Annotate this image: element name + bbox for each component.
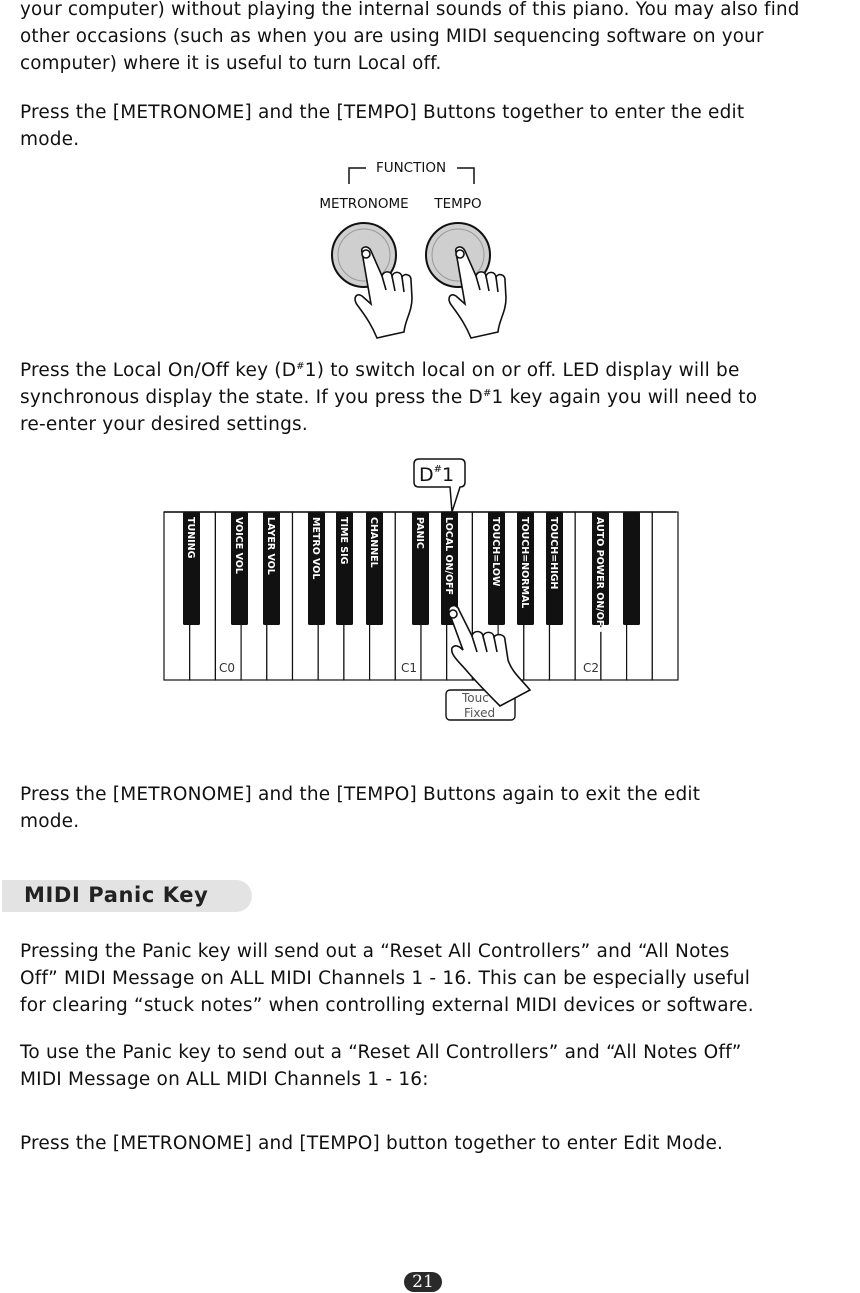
panic-description-line-2: Off” MIDI Message on ALL MIDI Channels 1 - 16. This can be especially useful — [20, 968, 751, 989]
octave-label-c0: C0 — [219, 661, 236, 675]
section-heading-bar — [2, 880, 252, 912]
function-key-2[interactable] — [231, 512, 248, 625]
panic-usage — [20, 1039, 850, 1093]
d-sharp-1-callout — [414, 459, 465, 512]
function-key-label: AUTO POWER ON/OFF — [594, 517, 605, 633]
function-key-11[interactable] — [546, 512, 563, 625]
white-key[interactable] — [652, 512, 678, 680]
step-local-line-3: re-enter your desired settings. — [20, 414, 308, 435]
panic-usage-line-2: MIDI Message on ALL MIDI Channels 1 - 16: — [20, 1069, 429, 1090]
svg-text:D#1: D#1 — [419, 464, 455, 486]
step-exit-edit-line-2: mode. — [20, 811, 80, 832]
function-key-label: TIME SIG — [338, 517, 349, 565]
intro-line-1: your computer) without playing the internal sounds of this piano. You may also find — [20, 0, 800, 20]
step-enter-edit-line-1: Press the [METRONOME] and the [TEMPO] Buttons together to enter the edit — [20, 102, 745, 123]
function-key-label: LAYER VOL — [265, 517, 276, 575]
function-key-9[interactable] — [488, 512, 505, 625]
step-local-line-2: synchronous display the state. If you press the D#1 key again you will need to — [20, 387, 758, 408]
step-local-line-1: Press the Local On/Off key (D#1) to switch local on or off. LED display will be — [20, 360, 740, 381]
section-heading: MIDI Panic Key — [24, 883, 209, 907]
octave-label-c2: C2 — [583, 661, 600, 675]
function-key-label: TUNING — [185, 517, 196, 559]
function-label: FUNCTION — [375, 160, 447, 176]
intro-line-3: computer) where it is useful to turn Local off. — [20, 53, 442, 74]
function-key-label: TOUCH=HIGH — [548, 517, 559, 590]
metronome-label: METRONOME — [319, 196, 409, 212]
panic-description-line-1: Pressing the Panic key will send out a “Reset All Controllers” and “All Notes — [20, 941, 730, 962]
function-key-1[interactable] — [183, 512, 200, 625]
tempo-label: TEMPO — [434, 196, 482, 212]
function-key-label: TOUCH=NORMAL — [519, 517, 530, 609]
function-key-12[interactable] — [592, 512, 609, 633]
function-key-3[interactable] — [263, 512, 280, 625]
panic-usage-line-1: To use the Panic key to send out a “Reset All Controllers” and “All Notes Off” — [20, 1042, 742, 1063]
function-key-label: CHANNEL — [368, 517, 379, 568]
function-key-5[interactable] — [336, 512, 353, 625]
function-key-10[interactable] — [517, 512, 534, 625]
intro-line-2: other occasions (such as when you are using MIDI sequencing software on your — [20, 26, 764, 47]
panic-step-enter-edit — [20, 1130, 850, 1157]
svg-text:Touc: Touc — [462, 691, 489, 705]
svg-text:Fixed: Fixed — [464, 706, 496, 720]
step-exit-edit-line-1: Press the [METRONOME] and the [TEMPO] Buttons again to exit the edit — [20, 784, 701, 805]
step-exit-edit — [20, 781, 850, 835]
panic-description — [20, 938, 850, 1019]
step-enter-edit-line-2: mode. — [20, 129, 80, 150]
function-key-label: VOICE VOL — [233, 517, 244, 574]
function-key-6[interactable] — [366, 512, 383, 625]
function-key-label: LOCAL ON/OFF — [443, 517, 454, 596]
panic-description-line-3: for clearing “stuck notes” when controlling external MIDI devices or software. — [20, 995, 754, 1016]
function-key-label: PANIC — [414, 517, 425, 549]
function-key-7[interactable] — [412, 512, 429, 625]
black-key[interactable] — [623, 512, 640, 625]
function-key-4[interactable] — [308, 512, 325, 625]
function-key-label: METRO VOL — [310, 517, 321, 580]
octave-label-c1: C1 — [401, 661, 418, 675]
page-number: 21 — [404, 1272, 442, 1292]
function-key-label: TOUCH=LOW — [490, 517, 501, 587]
panic-step-line: Press the [METRONOME] and [TEMPO] button together to enter Edit Mode. — [20, 1133, 724, 1154]
